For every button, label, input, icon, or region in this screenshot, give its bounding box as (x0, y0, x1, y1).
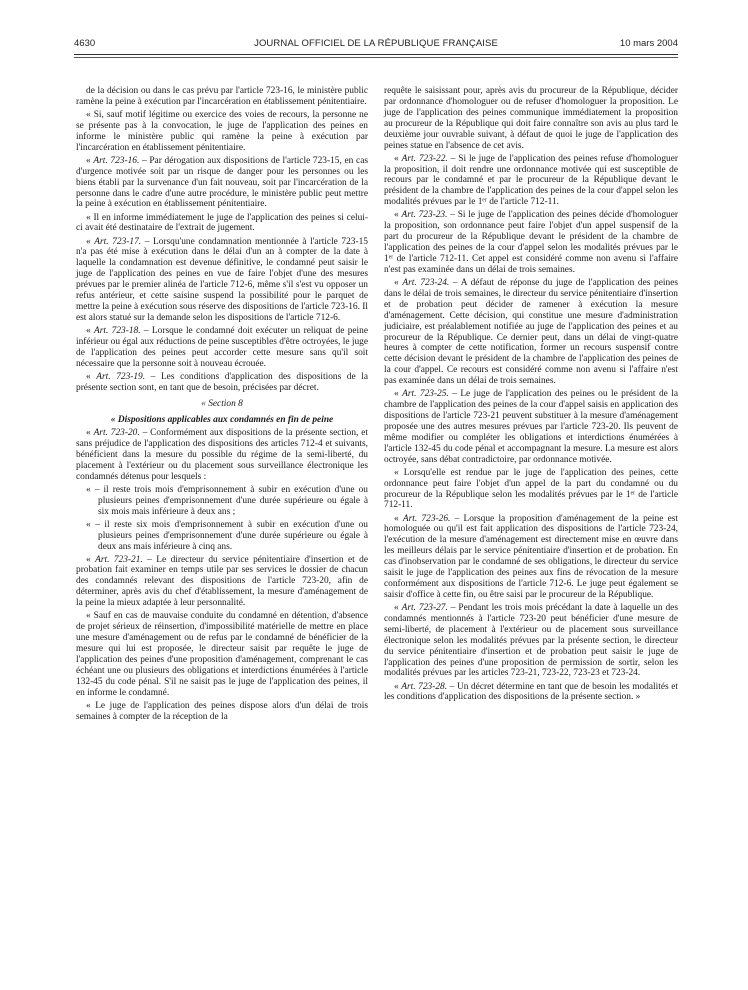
article-number: Art. 723-20. (93, 428, 140, 439)
paragraph-text: – Lorsqu'une condamnation mentionnée à l'article 723-15 n'a pas été mise à exécution dans le délai d'un an à compter de la date à laquelle la condamnation est devenue définitive, le condamné peut saisir le juge de l'application des peines en vue de faire l'objet d'une des mesures prévues par le premier alinéa de l'article 712-6, même s'il s'est vu opposer un refus antérieur, et cette saisine suspend la possibilité pour le parquet de mettre la peine à exécution sous réserve des dispositions de l'article 723-16. Il est alors statué sur la demande selon les dispositions de l'article 712-6. (76, 236, 368, 323)
quote-mark: « (86, 428, 94, 439)
paragraph-text: – Si le juge de l'application des peines refuse d'homologuer la proposition, il doit rendre une ordonnance motivée qui est susceptible de recours par le condamné et par le procureur de la République devant le président de la chambre de l'application des peines de la cour d'appel selon les modalités prévues par le 1ᵉʳ de l'article 712-11. (384, 153, 678, 208)
article-number: Art. 723-22. (401, 153, 448, 164)
paragraph-text: « Il en informe immédiatement le juge de l'application des peines si celui-ci avait été destinataire de l'extrait de jugement. (76, 212, 368, 234)
article-paragraph (76, 326, 368, 370)
article-number: Art. 723-25. (402, 389, 449, 400)
quote-mark: « (394, 389, 403, 400)
quote-mark: « (86, 554, 96, 565)
article-paragraph (76, 372, 368, 394)
paragraph-text: – Par dérogation aux dispositions de l'article 723-15, en cas d'urgence motivée soit par un risque de danger pour les personnes ou les biens établi par la survenance d'un fait nouveau, soit par l'incarcération de la personne dans le cadre d'une autre procédure, le ministère public peut mettre la peine à exécution en établissement pénitentiaire. (76, 155, 369, 210)
paragraph (76, 86, 368, 108)
quote-mark: « (394, 681, 402, 692)
subsection-heading (76, 415, 368, 426)
article-number: Art. 723-19. (96, 371, 146, 382)
quote-mark: « (86, 325, 95, 336)
article-number: Art. 723-28. (401, 681, 448, 692)
article-number: Art. 723-16. (93, 155, 140, 166)
paragraph-text: – A défaut de réponse du juge de l'application des peines dans le délai de trois semaines, le directeur du service pénitentiaire d'insertion et de probation peut décider de ramener à exécution la mesure d'aménagement. Cette décision, qui constitue une mesure d'administration judiciaire, est préalablement notifiée au juge de l'application des peines et au procureur de la République. Ce dernier peut, dans un délai de vingt-quatre heures à compter de cette notification, former un recours suspensif contre cette décision devant le président de la chambre de l'application des peines de la cour d'appel. Ce recours est considéré comme non avenu si l'affaire n'est pas examinée dans un délai de trois semaines. (384, 277, 679, 387)
paragraph-text: – Si le juge de l'application des peines décide d'homologuer la proposition, son ordonnance peut faire l'objet d'un appel suspensif de la part du procureur de la République devant le président de la chambre de l'application des peines de la cour d'appel selon les modalités prévues par le 1ᵉʳ de l'article 712-11. Cet appel est considéré comme non avenu si l'affaire n'est pas examinée dans un délai de trois semaines. (384, 210, 678, 275)
journal-title: JOURNAL OFFICIEL DE LA RÉPUBLIQUE FRANÇAISE (254, 38, 498, 49)
quote-mark: « (86, 236, 95, 247)
article-paragraph (76, 428, 368, 483)
list-item (76, 485, 368, 518)
paragraph-text: « Sauf en cas de mauvaise conduite du condamné en détention, d'absence de projet sérieux de réinsertion, d'impossibilité matérielle de mettre en place une mesure d'aménagement ou de refus par le condamné de bénéficier de la mesure qui lui est proposée, le directeur saisit par requête le juge de l'application des peines d'une proposition d'aménagement, comprenant le cas échéant une ou plusieurs des obligations et interdictions énumérées à l'article 132-45 du code pénal. S'il ne saisit pas le juge de l'application des peines, il en informe le condamné. (76, 611, 368, 698)
paragraph-text: « Lorsqu'elle est rendue par le juge de l'application des peines, cette ordonnance peut faire l'objet d'un appel de la part du condamné ou du procureur de la République selon les modalités prévues par le 1ᵉʳ de l'article 712-11. (384, 467, 678, 511)
page-header (74, 38, 678, 54)
article-number: Art. 723-27. (401, 603, 448, 613)
paragraph-text: – Les conditions d'application des dispositions de la présente section sont, en tant que de besoin, précisées par décret. (76, 371, 368, 393)
article-paragraph (384, 154, 678, 209)
article-paragraph (384, 603, 678, 679)
paragraph-text: – Conformément aux dispositions de la présente section, et sans préjudice de l'application des dispositions des articles 712-4 et suivants, bénéficient dans la mesure du possible du régime de la semi-liberté, du placement à l'extérieur ou du placement sous surveillance électronique les condamnés détenus pour lesquels : (76, 428, 369, 483)
paragraph-text: – Le juge de l'application des peines ou le président de la chambre de l'application des peines de la cour d'appel saisis en application des dispositions de l'article 723-21 peuvent substituer à la mesure d'aménagement proposée une des autres mesures prévues par l'article 723-20. Ils peuvent de même modifier ou compléter les obligations et interdictions énumérées à l'article 132-45 du code pénal et accompagnant la mesure. La mesure est alors octroyée, sans débat contradictoire, par ordonnance motivée. (384, 389, 679, 465)
quote-mark: « (394, 513, 403, 524)
list-item (76, 520, 368, 553)
article-number: Art. 723-24. (402, 277, 450, 288)
paragraph-text: requête le saisissant pour, après avis du procureur de la République, décider par ordonnance d'homologuer ou de refuser d'homologuer la proposition. Le juge de l'application des peines communique immédiatement la proposition au procureur de la République qui doit faire connaître son avis au plus tard le deuxième jour ouvrable suivant, à défaut de quoi le juge de l'application des peines statue en l'absence de cet avis. (384, 86, 678, 151)
paragraph-text: – Le directeur du service pénitentiaire d'insertion et de probation fait examiner en temps utile par ses services le dossier de chacun des condamnés relevant des dispositions de l'article 723-20, afin de déterminer, après avis du chef d'établissement, la mesure d'aménagement de la peine la mieux adaptée à leur personnalité. (76, 554, 368, 609)
paragraph (76, 213, 368, 235)
paragraph (384, 468, 678, 512)
article-paragraph (76, 237, 368, 324)
article-paragraph (384, 278, 678, 387)
paragraph-text: « – il reste six mois d'emprisonnement à subir en exécution d'une ou plusieurs peines d'emprisonnement d'une durée supérieure ou égale à deux ans mais inférieure à cinq ans. (86, 519, 368, 552)
header-rule-secondary (74, 57, 678, 58)
paragraph-text: « – il reste trois mois d'emprisonnement à subir en exécution d'une ou plusieurs peines d'emprisonnement d'une durée supérieure ou égale à six mois mais inférieure à deux ans ; (86, 485, 368, 517)
left-column (76, 86, 368, 725)
paragraph-text: – Lorsque la proposition d'aménagement de la peine est homologuée ou qu'il est fait application des dispositions de l'article 723-24, l'exécution de la mesure d'aménagement est directement mise en œuvre dans les meilleurs délais par le service pénitentiaire d'insertion et de probation. En cas d'inobservation par le condamné de ses obligations, le directeur du service saisit le juge de l'application des peines aux fins de révocation de la mesure conformément aux dispositions de l'article 712-6. Le juge peut également se saisir d'office à cette fin, ou être saisi par le procureur de la République. (384, 513, 679, 600)
article-paragraph (384, 682, 678, 704)
paragraph (76, 701, 368, 723)
article-number: Art. 723-26. (402, 513, 451, 524)
publication-date: 10 mars 2004 (619, 38, 678, 49)
paragraph-text: – Pendant les trois mois précédant la date à laquelle un des condamnés mentionnés à l'article 723-20 peut bénéficier d'une mesure de semi-liberté, de placement à l'extérieur ou de placement sous surveillance électronique selon les modalités prévues par la présente section, le directeur du service pénitentiaire d'insertion et de probation peut saisir le juge de l'application des peines d'une proposition de permission de sortir, selon les modalités prévues par les articles 723-21, 723-22, 723-23 et 723-24. (384, 603, 678, 679)
paragraph-text: « Le juge de l'application des peines dispose alors d'un délai de trois semaines à compter de la réception de la (76, 700, 368, 722)
quote-mark: « (86, 155, 94, 166)
article-number: Art. 723-23. (401, 210, 448, 221)
article-paragraph (384, 514, 678, 601)
paragraph-text: de la décision ou dans le cas prévu par l'article 723-16, le ministère public ramène la peine à exécution par l'incarcération en établissement pénitentiaire. (76, 86, 368, 107)
article-number: Art. 723-17. (94, 236, 142, 247)
article-number: Art. 723-18. (94, 325, 141, 336)
section-heading (76, 399, 368, 410)
paragraph (76, 110, 368, 154)
paragraph-text: « Dispositions applicables aux condamnés en fin de peine (110, 414, 334, 425)
quote-mark: « (86, 371, 97, 382)
paragraph (384, 86, 678, 151)
paragraph-text: – Lorsque le condamné doit exécuter un reliquat de peine inférieur ou égal aux réductions de peine susceptibles d'être octroyées, le juge de l'application des peines peut accorder cette mesure sans qu'il soit nécessaire que la personne soit à nouveau écrouée. (76, 325, 368, 369)
quote-mark: « (394, 277, 403, 288)
page-number: 4630 (74, 38, 96, 49)
paragraph-text: « Si, sauf motif légitime ou exercice des voies de recours, la personne ne se présente pas à la convocation, le juge de l'application des peines en informe le ministère public qui ramène la peine à exécution par l'incarcération en établissement pénitentiaire. (76, 110, 368, 153)
quote-mark: « (394, 153, 402, 164)
article-paragraph (384, 210, 678, 275)
paragraph (76, 611, 368, 698)
paragraph-text: – Un décret détermine en tant que de besoin les modalités et les conditions d'application des dispositions de la présente section. » (384, 681, 678, 703)
header-rule (74, 54, 678, 55)
article-paragraph (76, 156, 368, 211)
paragraph-text: « Section 8 (201, 398, 243, 409)
right-column (384, 86, 678, 706)
article-paragraph (76, 555, 368, 610)
quote-mark: « (394, 210, 402, 221)
article-number: Art. 723-21. (95, 554, 143, 565)
article-paragraph (384, 389, 678, 465)
quote-mark: « (394, 603, 402, 613)
